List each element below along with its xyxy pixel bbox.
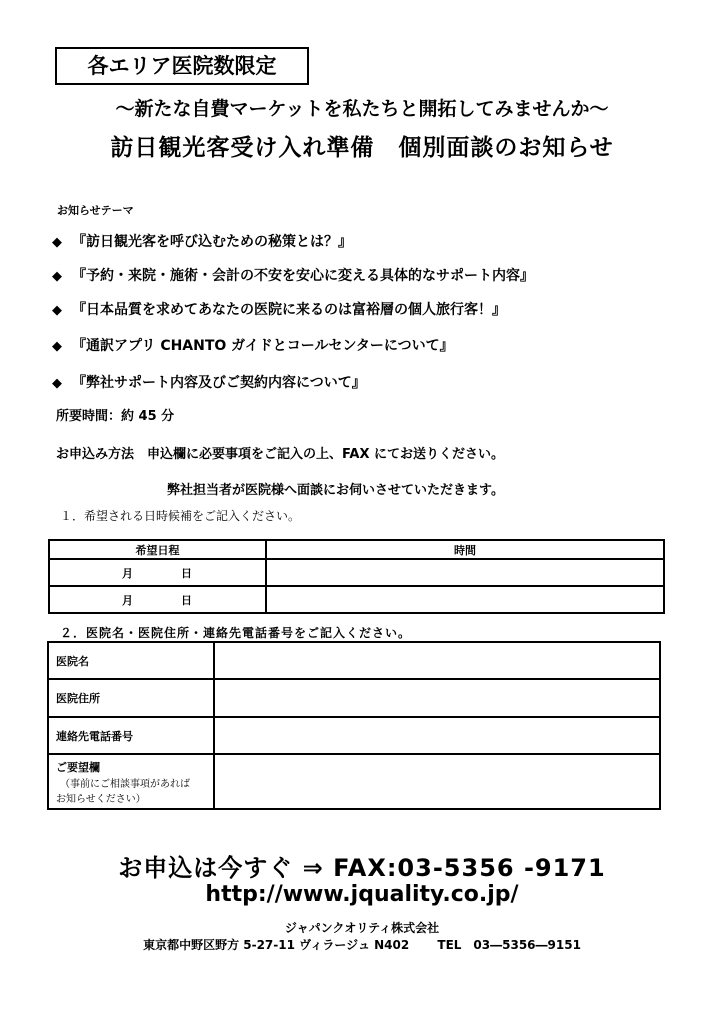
clinic-name-field[interactable] [214, 642, 660, 679]
date-cell[interactable] [49, 586, 266, 613]
topic-item [52, 231, 352, 251]
diamond-bullet-icon: ◆ [52, 339, 62, 354]
topic-item [52, 372, 366, 392]
clinic-info-table [47, 641, 661, 810]
clinic-name-label: 医院名 [48, 642, 214, 679]
phone-field[interactable] [214, 717, 660, 754]
topic-item [52, 265, 534, 285]
section1-instruction: １．希望される日時候補をご記入ください。 [60, 509, 301, 523]
table-row [48, 754, 660, 809]
apply-method-text: お申込み方法 申込欄に必要事項をご記入の上、FAX にてお送りください。 [56, 447, 504, 462]
limited-label: 各エリア医院数限定 [55, 47, 309, 85]
diamond-bullet-icon: ◆ [52, 235, 62, 250]
clinic-address-label: 医院住所 [48, 679, 214, 717]
table-row [48, 717, 660, 754]
clinic-address-field[interactable] [214, 679, 660, 717]
topic-text: 『日本品質を求めてあなたの医院に来るのは富裕層の個人旅行客！』 [72, 302, 506, 318]
date-cell[interactable] [49, 559, 266, 586]
table-row [49, 586, 664, 613]
theme-label: お知らせテーマ [57, 204, 134, 217]
table-row [49, 559, 664, 586]
phone-label: 連絡先電話番号 [48, 717, 214, 754]
duration-text: 所要時間：約 45 分 [56, 409, 175, 424]
day-label: 日 [181, 593, 192, 607]
month-label: 月 [122, 593, 133, 607]
month-label: 月 [122, 566, 133, 580]
company-name: ジャパンクオリティ株式会社 [284, 921, 440, 935]
topic-item [52, 299, 506, 319]
date-column-header: 希望日程 [49, 540, 266, 559]
fax-cta: お申込は今すぐ ⇒ FAX:03-5356 -9171 [118, 854, 606, 882]
topic-text: 『予約・来院・施術・会計の不安を安心に変える具体的なサポート内容』 [72, 268, 534, 284]
topic-item [52, 335, 454, 355]
topic-text: 『弊社サポート内容及びご契約内容について』 [72, 375, 366, 391]
topic-text: 『訪日観光客を呼び込むための秘策とは？』 [72, 234, 352, 250]
table-row [48, 642, 660, 679]
diamond-bullet-icon: ◆ [52, 269, 62, 284]
time-column-header: 時間 [266, 540, 664, 559]
request-label-cell [48, 754, 214, 809]
time-cell[interactable] [266, 586, 664, 613]
diamond-bullet-icon: ◆ [52, 376, 62, 391]
diamond-bullet-icon: ◆ [52, 303, 62, 318]
section2-instruction: ２．医院名・医院住所・連絡先電話番号をご記入ください。 [60, 626, 412, 640]
subtitle: ～新たな自費マーケットを私たちと開拓してみませんか～ [115, 98, 609, 120]
request-note: （事前にご相談事項があれば [60, 778, 190, 790]
visit-note-text: 弊社担当者が医院様へ面談にお伺いさせていただきます。 [167, 483, 504, 498]
request-field[interactable] [214, 754, 660, 809]
date-preference-table [48, 539, 665, 614]
table-row [48, 679, 660, 717]
topic-text: 『通訳アプリ CHANTO ガイドとコールセンターについて』 [72, 338, 454, 354]
website-link[interactable]: http://www.jquality.co.jp/ [205, 882, 519, 907]
company-address: 東京都中野区野方 5-27-11 ヴィラージュ N402 TEL 03―5356―9151 [143, 938, 581, 952]
day-label: 日 [181, 566, 192, 580]
time-cell[interactable] [266, 559, 664, 586]
request-label: ご要望欄 [56, 760, 100, 774]
page-title: 訪日観光客受け入れ準備 個別面談のお知らせ [110, 135, 614, 161]
request-note: お知らせください） [56, 793, 146, 805]
